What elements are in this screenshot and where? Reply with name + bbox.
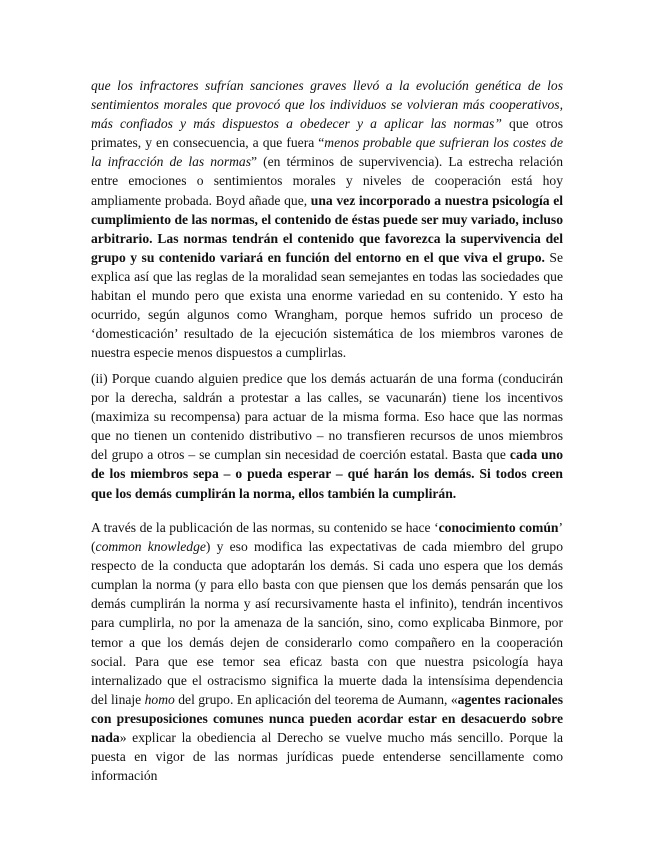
paragraph-common-knowledge bbox=[91, 518, 563, 785]
text-segment: que otros primates, y en consecuencia, a que fuera “ bbox=[91, 116, 563, 151]
text-segment: common knowledge bbox=[95, 539, 206, 555]
paragraph-evolution-norms bbox=[91, 76, 563, 362]
text-segment: cada uno de los miembros sepa – o pueda esperar – qué harán los demás. Si todos creen que los demás cumplirán la norma, ellos también la cumplirán. bbox=[91, 447, 563, 501]
paragraph-point-ii bbox=[91, 369, 563, 503]
text-segment: A través de la publicación de las normas, su contenido se hace ‘ bbox=[91, 520, 439, 535]
text-segment: homo bbox=[144, 691, 175, 707]
text-segment: una vez incorporado a nuestra psicología el cumplimiento de las normas, el contenido de éstas puede ser muy variado, incluso arbitrario. Las normas tendrán el contenido que favorezca la supervivencia del grupo y su contenido variará en función del entorno en el que viva el grupo. bbox=[91, 192, 563, 265]
text-segment: conocimiento común bbox=[438, 520, 559, 535]
text-segment: ’ ( bbox=[91, 520, 563, 555]
text-segment: ) y eso modifica las expectativas de cada miembro del grupo respecto de la conducta que adoptarán los demás. Si cada uno espera que los demás cumplan la norma (y para ello basta con que piensen que los demás pensarán que los demás cumplirán la norma y así recursivamente hasta el infinito), tendrán incentivos para cumplirla, no por la amenaza de la sanción, sino, como explicaba Binmore, por temor a que los demás dejen de considerarlo como compañero en la cooperación social. Para que ese temor sea eficaz basta con que nuestra psicología haya internalizado que el ostracismo significa la muerte dada la intensísima dependencia del linaje bbox=[91, 539, 563, 707]
text-segment: agentes racionales con presuposiciones comunes nunca pueden acordar estar en desacuerdo sobre nada bbox=[91, 691, 563, 746]
text-segment: ” (en términos de supervivencia). La estrecha relación entre emociones o sentimientos morales y niveles de cooperación está hoy ampliamente probada. Boyd añade que, bbox=[91, 154, 563, 208]
text-segment: » explicar la obediencia al Derecho se vuelve mucho más sencillo. Porque la puesta en vigor de las normas jurídicas puede entenderse sencillamente como información bbox=[91, 730, 563, 784]
text-segment: (ii) Porque cuando alguien predice que los demás actuarán de una forma (conducirán por la derecha, saldrán a protestar a las calles, se vacunarán) tiene los incentivos (maximiza su recompensa) para actuar de la misma forma. Eso hace que las normas que no tienen un contenido distributivo – no transfieren recursos de unos miembros del grupo a otros – se cumplan sin necesidad de coerción estatal. Basta que bbox=[91, 371, 563, 463]
text-segment: que los infractores sufrían sanciones graves llevó a la evolución genética de los sentimientos morales que provocó que los individuos se volvieran más cooperativos, más confiados y más dispuestos a obedecer y a aplicar las normas” bbox=[91, 78, 563, 132]
text-segment: Se explica así que las reglas de la moralidad sean semejantes en todas las sociedades que habitan el mundo pero que exista una enorme variedad en su contenido. Y esto ha ocurrido, según algunos como Wrangham, porque hemos sufrido un proceso de ‘domesticación’ resultado de la ejecución sistemática de los miembros varones de nuestra especie menos dispuestos a cumplirlas. bbox=[91, 249, 564, 361]
text-segment: menos probable que sufrieran los costes de la infracción de las normas bbox=[91, 135, 563, 170]
text-segment: del grupo. En aplicación del teorema de Aumann, « bbox=[174, 691, 458, 707]
